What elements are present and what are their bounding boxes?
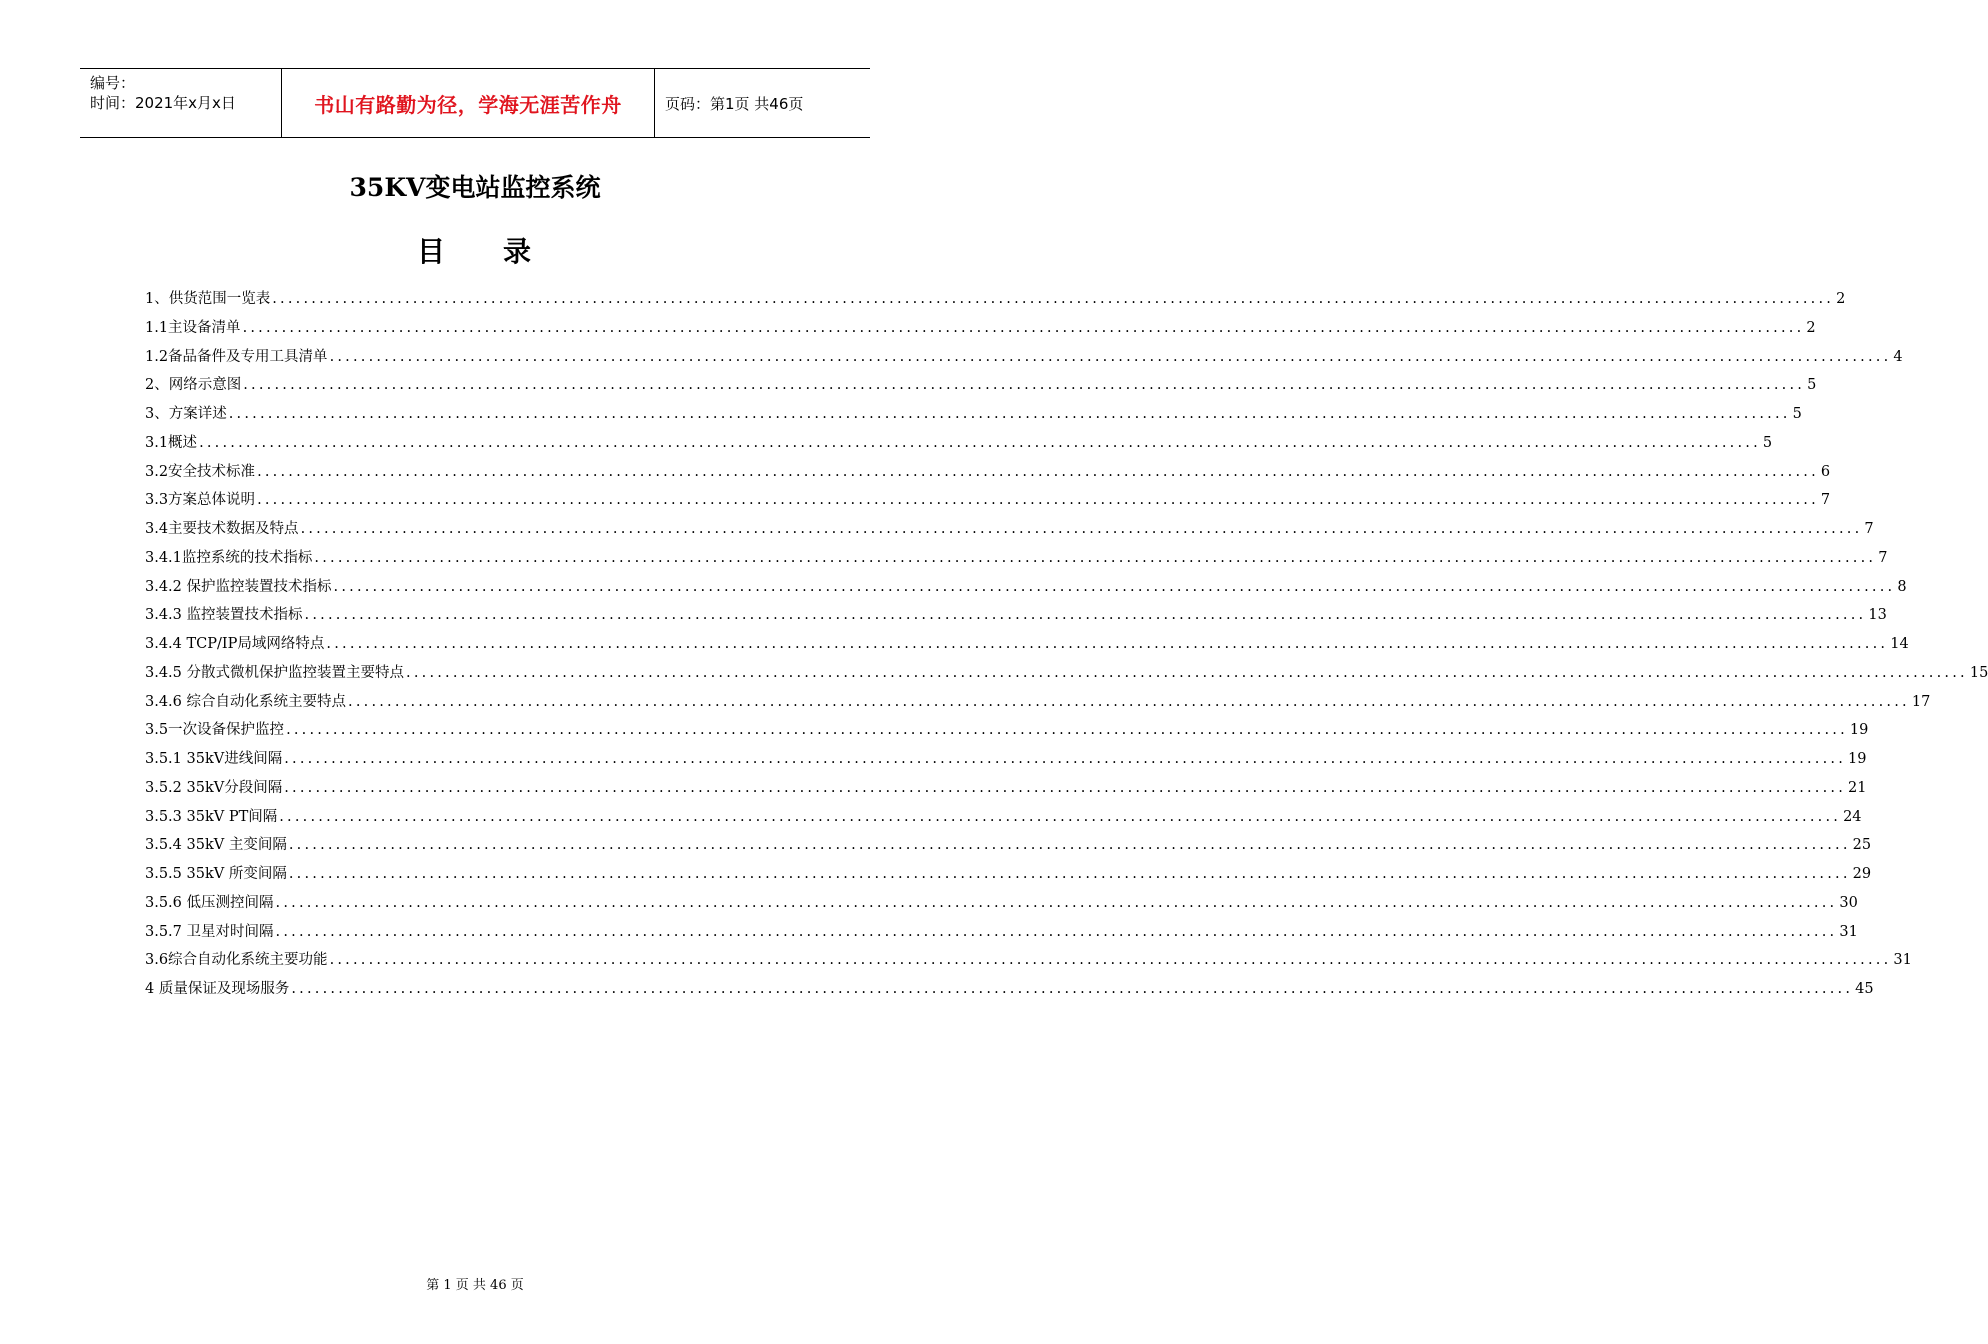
toc-entry-page: 6 <box>1820 463 1831 480</box>
toc-entry[interactable] <box>145 488 1831 517</box>
document-title: 35KV变电站监控系统 <box>349 173 601 202</box>
toc-leader-dots: ........................................................................................................................................................................................................ <box>333 578 1896 595</box>
toc-entry-page: 31 <box>1893 952 1912 969</box>
toc-leader-dots: ........................................................................................................................................................................................................ <box>326 636 1889 652</box>
toc-entry[interactable] <box>145 862 1872 891</box>
toc-entry-page: 25 <box>1852 837 1872 854</box>
toc-entry-label: 3.4.1监控系统的技术指标 <box>145 549 313 566</box>
document-date: 时间：2021年x月x日 <box>90 94 236 112</box>
toc-entry-page: 15 <box>1969 664 1988 681</box>
toc-entry-label: 3.5一次设备保护监控 <box>145 722 285 739</box>
toc-entry-label: 1.1主设备清单 <box>145 319 241 336</box>
toc-entry[interactable] <box>145 690 1931 719</box>
toc-entry-label: 3.2安全技术标准 <box>145 463 256 480</box>
toc-entry-page: 29 <box>1852 866 1872 882</box>
toc-leader-dots: ........................................................................................................................................................................................................ <box>228 406 1791 422</box>
toc-entry-label: 3.5.4 35kV 主变间隔 <box>145 837 287 854</box>
toc-heading-char-2: 录 <box>503 235 534 268</box>
toc-entry-page: 4 <box>1893 348 1903 365</box>
toc-leader-dots: ........................................................................................................................................................................................................ <box>329 952 1892 969</box>
toc-entry[interactable] <box>145 575 1907 604</box>
toc-entry[interactable] <box>145 460 1831 489</box>
toc-entry-label: 3、方案详述 <box>145 406 227 422</box>
toc-leader-dots: ........................................................................................................................................................................................................ <box>284 751 1847 767</box>
toc-entry-label: 2、网络示意图 <box>145 377 242 394</box>
toc-entry-label: 3.6综合自动化系统主要功能 <box>145 952 328 969</box>
toc-entry-label: 3.4.2 保护监控装置技术指标 <box>145 578 332 595</box>
toc-leader-dots: ........................................................................................................................................................................................................ <box>284 779 1847 796</box>
toc-entry-label: 3.1概述 <box>145 434 198 451</box>
toc-entry[interactable] <box>145 718 1869 747</box>
toc-entry-page: 14 <box>1890 636 1909 652</box>
toc-leader-dots: ........................................................................................................................................................................................................ <box>272 291 1835 307</box>
toc-leader-dots: ........................................................................................................................................................................................................ <box>288 837 1851 854</box>
toc-entry[interactable] <box>145 316 1816 345</box>
toc-entry[interactable] <box>145 747 1867 776</box>
toc-entry-page: 2 <box>1836 291 1846 307</box>
toc-entry-page: 31 <box>1839 923 1858 940</box>
toc-entry[interactable] <box>145 287 1846 316</box>
header-motto: 书山有路勤为径，学海无涯苦作舟 <box>282 69 655 137</box>
toc-entry[interactable] <box>145 805 1862 834</box>
toc-heading <box>0 230 950 270</box>
toc-entry-label: 3.5.5 35kV 所变间隔 <box>145 866 287 882</box>
header-info-cell <box>80 69 282 137</box>
toc-entry-label: 3.4.6 综合自动化系统主要特点 <box>145 693 347 710</box>
table-of-contents <box>145 287 1988 1006</box>
header-page-info: 页码：第1页 共46页 <box>665 94 804 113</box>
toc-entry-page: 5 <box>1807 377 1817 394</box>
toc-entry-page: 17 <box>1911 693 1931 710</box>
toc-leader-dots: ........................................................................................................................................................................................................ <box>275 923 1838 940</box>
toc-entry-label: 3.5.7 卫星对时间隔 <box>145 923 274 940</box>
toc-entry[interactable] <box>145 345 1903 374</box>
toc-leader-dots: ........................................................................................................................................................................................................ <box>199 434 1761 451</box>
toc-entry[interactable] <box>145 517 1874 546</box>
toc-entry-page: 5 <box>1762 434 1773 451</box>
toc-leader-dots: ........................................................................................................................................................................................................ <box>275 894 1838 911</box>
toc-entry-page: 19 <box>1848 751 1867 767</box>
toc-entry-label: 1、供货范围一览表 <box>145 291 271 307</box>
toc-entry[interactable] <box>145 833 1872 862</box>
toc-leader-dots: ........................................................................................................................................................................................................ <box>314 549 1877 566</box>
toc-entry-page: 7 <box>1820 492 1831 509</box>
toc-leader-dots: ........................................................................................................................................................................................................ <box>243 377 1806 394</box>
toc-entry-page: 30 <box>1839 894 1858 911</box>
toc-leader-dots: ........................................................................................................................................................................................................ <box>348 693 1910 710</box>
toc-entry[interactable] <box>145 431 1773 460</box>
toc-entry[interactable] <box>145 977 1874 1006</box>
page-header <box>80 68 870 138</box>
toc-entry-label: 1.2备品备件及专用工具清单 <box>145 348 328 365</box>
toc-entry[interactable] <box>145 776 1867 805</box>
toc-entry-label: 3.4.5 分散式微机保护监控装置主要特点 <box>145 664 405 681</box>
page-footer: 第 1 页 共 46 页 <box>426 1278 524 1293</box>
toc-entry-label: 3.5.6 低压测控间隔 <box>145 894 274 911</box>
toc-entry-page: 2 <box>1806 319 1816 336</box>
toc-entry[interactable] <box>145 546 1888 575</box>
toc-leader-dots: ........................................................................................................................................................................................................ <box>329 348 1892 365</box>
toc-leader-dots: ........................................................................................................................................................................................................ <box>286 722 1848 739</box>
toc-entry[interactable] <box>145 948 1912 977</box>
toc-entry-label: 3.3方案总体说明 <box>145 492 256 509</box>
toc-leader-dots: ........................................................................................................................................................................................................ <box>406 664 1968 681</box>
toc-entry-page: 19 <box>1849 722 1869 739</box>
toc-heading-char-1: 目 <box>416 235 447 268</box>
toc-entry-label: 3.5.2 35kV分段间隔 <box>145 779 283 796</box>
toc-entry-label: 4 质量保证及现场服务 <box>145 981 290 997</box>
toc-entry-page: 7 <box>1864 521 1874 537</box>
toc-leader-dots: ........................................................................................................................................................................................................ <box>279 808 1842 825</box>
toc-entry-label: 3.5.1 35kV进线间隔 <box>145 751 283 767</box>
toc-entry-label: 3.4.3 监控装置技术指标 <box>145 607 303 624</box>
toc-entry-label: 3.4主要技术数据及特点 <box>145 521 299 537</box>
toc-entry[interactable] <box>145 603 1887 632</box>
toc-entry-page: 13 <box>1868 607 1887 624</box>
toc-entry[interactable] <box>145 920 1858 949</box>
toc-entry[interactable] <box>145 373 1817 402</box>
toc-leader-dots: ........................................................................................................................................................................................................ <box>257 463 1819 480</box>
toc-leader-dots: ........................................................................................................................................................................................................ <box>304 607 1867 624</box>
toc-leader-dots: ........................................................................................................................................................................................................ <box>291 981 1854 997</box>
toc-entry-page: 7 <box>1878 549 1888 566</box>
document-number-label: 编号： <box>90 74 136 92</box>
toc-entry-page: 21 <box>1848 779 1867 796</box>
toc-entry-page: 45 <box>1855 981 1874 997</box>
toc-entry-label: 3.4.4 TCP/IP局域网络特点 <box>145 636 325 652</box>
toc-entry[interactable] <box>145 632 1909 661</box>
toc-entry-page: 5 <box>1792 406 1802 422</box>
toc-entry[interactable] <box>145 402 1802 431</box>
toc-leader-dots: ........................................................................................................................................................................................................ <box>300 521 1863 537</box>
toc-leader-dots: ........................................................................................................................................................................................................ <box>257 492 1819 509</box>
toc-entry-page: 8 <box>1897 578 1907 595</box>
toc-entry-page: 24 <box>1843 808 1862 825</box>
toc-leader-dots: ........................................................................................................................................................................................................ <box>242 319 1805 336</box>
toc-leader-dots: ........................................................................................................................................................................................................ <box>288 866 1851 882</box>
toc-entry[interactable] <box>145 661 1988 690</box>
toc-entry-label: 3.5.3 35kV PT间隔 <box>145 808 278 825</box>
toc-entry[interactable] <box>145 891 1858 920</box>
